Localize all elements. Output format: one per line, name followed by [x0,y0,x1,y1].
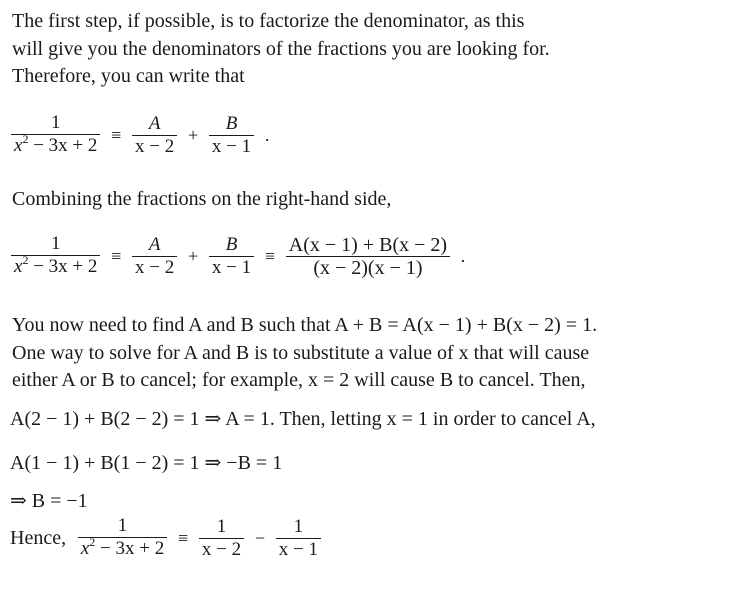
plus-sign: + [188,124,199,145]
equation-combined: $\frac{1}{x^2 - 3x + 2}$ ≡ $\frac{A}{x - 2}$ + $\frac{B}{x - 1}$ ≡ $\frac{A(x - 1) + B(x - 2)}{(x - 2)(x - 1)}$ . [10,233,470,279]
combined-fraction: $\frac{A(x - 1) + B(x - 2)}{(x - 2)(x - 1)}$ [286,234,450,279]
result-line: ⇒ B = −1 [10,490,88,512]
term-b-fraction: $\frac{B}{x - 1}$ [209,113,254,158]
substitution-line-b: A(1 − 1) + B(1 − 2) = 1 ⇒ −B = 1 [10,452,283,474]
equation-partial-fractions: $\frac{1}{x^2 - 3x + 2}$ ≡ $\frac{A}{x - 2}$ + $\frac{B}{x - 1}$ . [10,112,274,158]
lhs-fraction: $\frac{1}{x^2 - 3x + 2}$ [11,233,100,279]
lhs-fraction: $\frac{1}{x^2 - 3x + 2}$ [11,112,100,158]
solve-paragraph: You now need to find A and B such that A + B = A(x − 1) + B(x − 2) = 1. One way to solve for A and B is to substitute a value of x that will cause either A or B to cancel; for example, x = 2 will cause B to cancel. Then, [12,314,598,391]
hence-label: Hence, [10,526,67,549]
term-b-fraction: $\frac{B}{x - 1}$ [209,234,254,279]
final-term-2-fraction: $\frac{1}{x - 1}$ [276,516,321,561]
combining-text: Combining the fractions on the right-hand side, [12,188,392,210]
lhs-fraction: $\frac{1}{x^2 - 3x + 2}$ [78,515,167,561]
final-term-1-fraction: $\frac{1}{x - 2}$ [199,516,244,561]
equation-final: Hence, $\frac{1}{x^2 - 3x + 2}$ ≡ $\frac{1}{x - 2}$ − $\frac{1}{x - 1}$ [10,515,322,561]
term-a-fraction: $\frac{A}{x - 2}$ [132,234,177,279]
substitution-line-a: A(2 − 1) + B(2 − 2) = 1 ⇒ A = 1. Then, letting x = 1 in order to cancel A, [10,408,596,430]
term-a-fraction: $\frac{A}{x - 2}$ [132,113,177,158]
intro-paragraph: The first step, if possible, is to factorize the denominator, as this will give you the denominators of the fractions you are looking for. Therefore, you can write that [12,10,550,87]
minus-sign: − [254,527,265,548]
equiv-sign: ≡ [111,124,122,145]
